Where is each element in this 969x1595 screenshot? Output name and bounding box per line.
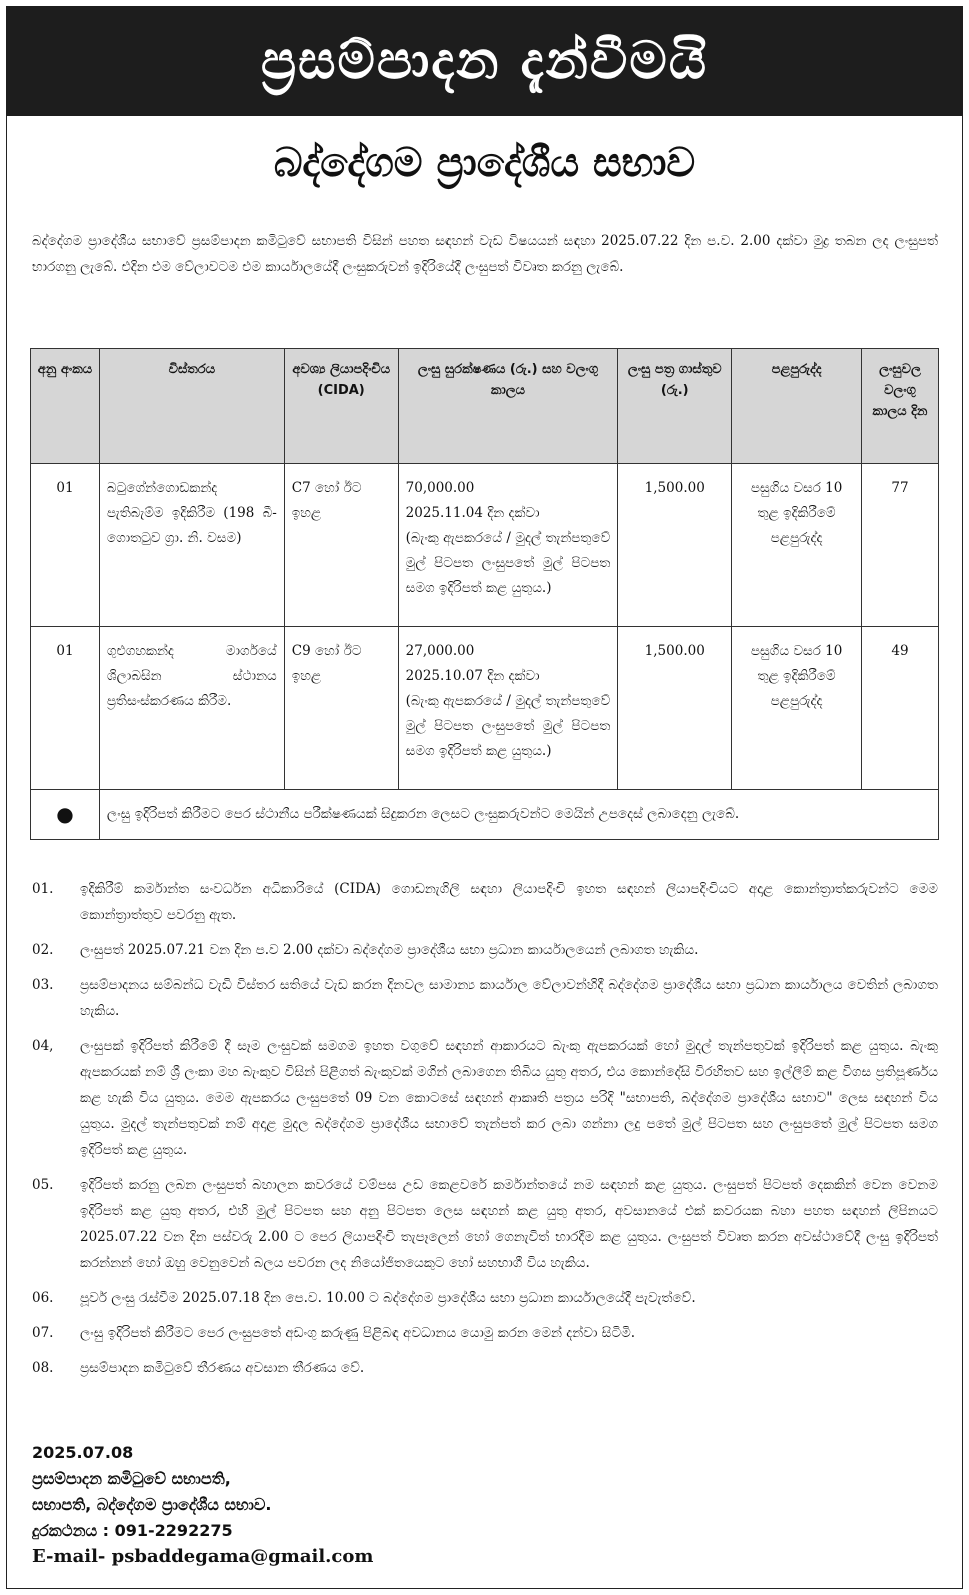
note-number: 05. <box>32 1177 54 1193</box>
list-item <box>32 1172 938 1276</box>
signature-email: E-mail- psbaddegama@gmail.com <box>32 1546 374 1567</box>
note-text: ලංසුපක් ඉදිරිපත් කිරීමේ දී සෑම ලංසුවක් සමගම ඉහත වගුවේ සඳහන් ආකාරයට බැංකු ඇපකරයක් හෝ මුදල් තැන්පතුවක් ඉදිරිපත් කළ යුතුය. බැංකු ඇපකරයක් නම් ශ්‍රී ලංකා මහ බැංකුව විසින් පිළිගත් බැංකුවක් මගින් ලබාගෙන තිබිය යුතු අතර, එය කොන්දේසි විරහිතව සහ ඉල්ලීම් කළ විගස ප්‍රතිපූර්ණය කළ හැකි විය යුතුය. මෙම ඇපකරය ලංසුපතේ 09 වන කොටසේ සඳහන් ආකෘති පත්‍රය පරිදි "සභාපති, බද්දේගම ප්‍රාදේශීය සභාව" ලෙස සඳහන් විය යුතුය. මුදල් තැන්පතුවක් නම් අදාළ මුදල බද්දේගම ප්‍රාදේශීය සභාවේ තැන්පත් කර ලබා ගන්නා ලදු පතේ මුල් පිටපත සහ ලංසුපතේ මුල් පිටපත සමග ඉදිරිපත් කළ යුතුය. <box>80 1038 938 1158</box>
organization-name: බද්දේගම ප්‍රාදේශීය සභාව <box>273 140 696 186</box>
list-item <box>32 1033 938 1163</box>
cell-fee: 1,500.00 <box>618 464 732 627</box>
security-note: (බැංකු ඇපකරයේ / මුදල් තැන්පතුවේ මුල් පිටපත ලංසුපතේ මුල් පිටපත සමග ඉදිරිපත් කළ යුතුය.) <box>405 530 611 596</box>
notes-list <box>32 876 938 1390</box>
header-description: විස්තරය <box>99 349 284 464</box>
security-validity: 2025.11.04 දින දක්වා <box>405 505 540 521</box>
cell-validity-days: 49 <box>862 627 939 790</box>
cell-validity-days: 77 <box>862 464 939 627</box>
cell-cida: C9 හෝ ඊට ඉහළ <box>284 627 398 790</box>
note-number: 08. <box>32 1360 54 1376</box>
note-number: 07. <box>32 1325 54 1341</box>
note-text: ලංසුපත් 2025.07.21 වන දින ප.ව 2.00 දක්වා බද්දේගම ප්‍රාදේශීය සභා ප්‍රධාන කාර්යාලයෙන් ලබාගත හැකිය. <box>80 942 699 958</box>
note-number: 06. <box>32 1290 54 1306</box>
note-number: 04, <box>32 1038 54 1054</box>
cell-experience: පසුගිය වසර 10 තුළ ඉදිකිරීමේ පළපුරුද්ද <box>732 464 862 627</box>
table-header-row <box>31 349 939 464</box>
bullet-icon: ● <box>31 790 100 840</box>
note-text: ප්‍රසම්පාදනය සම්බන්ධ වැඩි විස්තර සතියේ වැඩ කරන දිනවල සාමාන්‍ය කාර්යාල වේලාවන්හිදී බද්දේගම ප්‍රාදේශීය සභා ප්‍රධාන කාර්යාලය වෙතින් ලබාගත හැකිය. <box>80 977 938 1019</box>
cell-description: ගුළුගහකන්ද මාර්ගයේ ශිලාබසින ස්ථානය ප්‍රතිසංස්කරණය කිරීම. <box>99 627 284 790</box>
cell-security <box>398 627 618 790</box>
note-number: 01. <box>32 881 54 897</box>
note-text: ඉදිකිරීම් කර්මාන්ත සංවර්ධන අධිකාරියේ (CIDA) ගොඩනැගිලි සඳහා ලියාපදිංචි ඉහත සඳහන් ලියාපදිංචියට අදාළ කොන්ත්‍රාත්කරුවන්ට මෙම කොන්ත්‍රාත්තුව පවරනු ඇත. <box>80 881 938 923</box>
tender-table <box>30 348 939 840</box>
list-item <box>32 937 938 963</box>
cell-experience: පසුගිය වසර 10 තුළ ඉදිකිරීමේ පළපුරුද්ද <box>732 627 862 790</box>
security-note: (බැංකු ඇපකරයේ / මුදල් තැන්පතුවේ මුල් පිටපත ලංසුපතේ මුල් පිටපත සමග ඉදිරිපත් කළ යුතුය.) <box>405 693 611 759</box>
security-validity: 2025.10.07 දින දක්වා <box>405 668 540 684</box>
security-amount: 70,000.00 <box>405 480 475 496</box>
note-text: පූර්ව ලංසු රැස්වීම 2025.07.18 දින පෙ.ව. 10.00 ට බද්දේගම ප්‍රාදේශීය සභා ප්‍රධාන කාර්යාලයේදී පැවැත්වේ. <box>80 1290 696 1306</box>
intro-paragraph: බද්දේගම ප්‍රාදේශීය සභාවේ ප්‍රසම්පාදන කමිටුවේ සභාපති විසින් පහත සඳහන් වැඩ විෂයයන් සඳහා 2025.07.22 දින ප.ව. 2.00 දක්වා මුද්‍ර තබන ලද ලංසුපත් භාරගනු ලැබේ. එදින එම වේලාවටම එම කාර්යාලයේදී ලංසුකරුවන් ඉදිරියේදී ලංසුපත් විවෘත කරනු ලැබේ. <box>32 233 938 275</box>
cell-security <box>398 464 618 627</box>
signature-block <box>32 1440 373 1570</box>
note-text: ප්‍රසම්පාදන කමිටුවේ තීරණය අවසාන තීරණය වේ. <box>80 1360 365 1376</box>
header-validity: ලංසුවල වලංගු කාලය දින <box>862 349 939 464</box>
list-item <box>32 972 938 1024</box>
site-inspection-note: ලංසු ඉදිරිපත් කිරීමට පෙර ස්ථානීය පරීක්ෂණයක් සිදුකරන ලෙසට ලංසුකරුවන්ට මෙයින් උපදෙස් ලබාදෙනු ලැබේ. <box>99 790 938 840</box>
list-item <box>32 1320 938 1346</box>
table-row <box>31 627 939 790</box>
header-cida: අවශ්‍ය ලියාපදිංචිය (CIDA) <box>284 349 398 464</box>
note-number: 02. <box>32 942 54 958</box>
cell-serial: 01 <box>31 464 100 627</box>
cell-fee: 1,500.00 <box>618 627 732 790</box>
header-fee: ලංසු පත්‍ර ගාස්තුව (රු.) <box>618 349 732 464</box>
security-amount: 27,000.00 <box>405 643 475 659</box>
header-serial: අනු අංකය <box>31 349 100 464</box>
note-text: ඉදිරිපත් කරනු ලබන ලංසුපත් බහාලන කවරයේ වම්පස උඩ කෙළවරේ කර්මාන්තයේ නම සඳහන් කළ යුතුය. ලංසුපත් පිටපත් දෙකකින් වෙන වෙනම ඉදිරිපත් කළ යුතු අතර, එහි මුල් පිටපත සහ අනු පිටපත ලෙස සඳහන් කළ යුතු අතර, අවසානයේ එක් කවරයක බහා පහත සඳහන් ලිපිනයට 2025.07.22 වන දින පස්වරු 2.00 ට පෙර ලියාපදිංචි තැපෑලෙන් හෝ ගෙනැවිත් භාරදීම කළ යුතුය. ලංසුපත් විවෘත කරන අවස්ථාවේදී ලංසු ඉදිරිපත් කරන්නන් හෝ ඔහු වෙනුවෙන් බලය පවරන ලද නියෝජිතයෙකුට හෝ සහභාගී විය හැකිය. <box>80 1177 938 1271</box>
list-item <box>32 1285 938 1311</box>
signature-title: ප්‍රසම්පාදන කමිටුවේ සභාපති, <box>32 1469 231 1488</box>
note-text: ලංසු ඉදිරිපත් කිරීමට පෙර ලංසුපතේ අඩංගු කරුණු පිළිබඳ අවධානය යොමු කරන මෙන් දන්වා සිටිමි. <box>80 1325 636 1341</box>
signature-organization: සභාපති, බද්දේගම ප්‍රාදේශීය සභාව. <box>32 1495 272 1514</box>
list-item <box>32 876 938 928</box>
cell-serial: 01 <box>31 627 100 790</box>
header-security: ලංසු සුරක්ෂණය (රු.) සහ වලංගු කාලය <box>398 349 618 464</box>
cell-description: බටුගේන්ගොඩකන්ද පැතිබැම්ම ඉදිකිරීම (198 බී- ගොතටුව ග්‍රා. නි. වසම) <box>99 464 284 627</box>
list-item <box>32 1355 938 1381</box>
signature-phone: දුරකථනය : 091-2292275 <box>32 1521 233 1540</box>
table-row <box>31 464 939 627</box>
notice-banner: ප්‍රසම්පාදන දැන්වීමයි <box>6 6 963 116</box>
header-experience: පළපුරුද්ද <box>732 349 862 464</box>
note-number: 03. <box>32 977 54 993</box>
table-note-row <box>31 790 939 840</box>
cell-cida: C7 හෝ ඊට ඉහළ <box>284 464 398 627</box>
signature-date: 2025.07.08 <box>32 1443 134 1462</box>
